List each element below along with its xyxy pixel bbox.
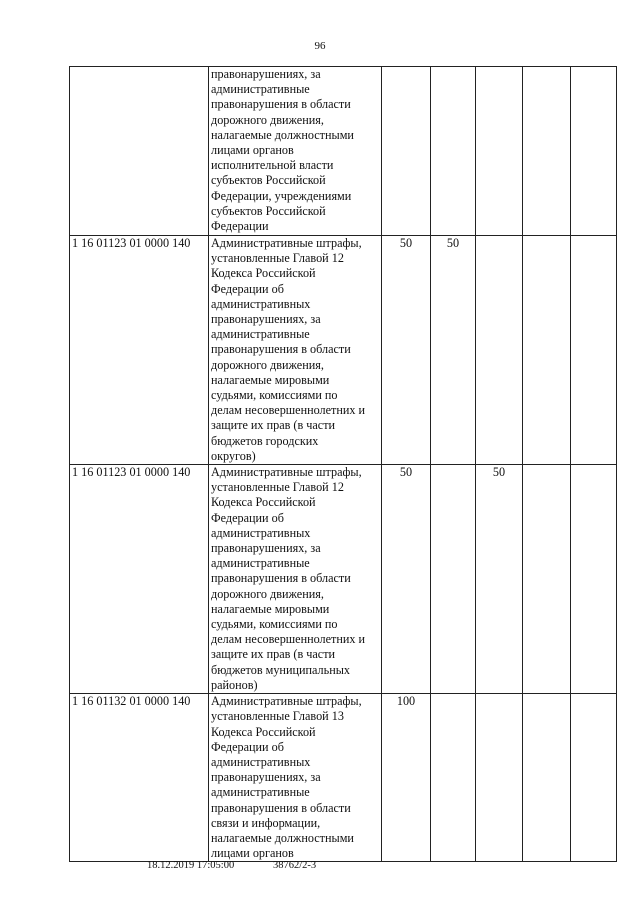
- footer-doc-id: 38762/2-3: [273, 860, 317, 871]
- value-cell: 50: [476, 465, 523, 694]
- value-cell: [523, 694, 571, 862]
- description-cell: Административные штрафы, установленные Главой 12 Кодекса Российской Федерации об административных правонарушениях, за административные правонарушения в области дорожного движения, налагаемые мировыми судьями, комиссиями по делам несовершеннолетних и защите их прав (в части бюджетов городских округов): [209, 236, 382, 465]
- description-cell: Административные штрафы, установленные Главой 13 Кодекса Российской Федерации об административных правонарушениях, за административные правонарушения в области связи и информации, налагаемые должностными лицами органов: [209, 694, 382, 862]
- code-cell: [70, 67, 209, 236]
- table-row: [70, 694, 617, 862]
- footer-timestamp: 18.12.2019 17:05:00: [147, 860, 235, 871]
- value-cell: [476, 694, 523, 862]
- value-cell: 100: [382, 694, 431, 862]
- value-cell: [431, 465, 476, 694]
- value-cell: [476, 236, 523, 465]
- table-row: [70, 67, 617, 236]
- value-cell: [431, 67, 476, 236]
- table-row: [70, 465, 617, 694]
- value-cell: [382, 67, 431, 236]
- value-cell: [571, 67, 617, 236]
- value-cell: [476, 67, 523, 236]
- value-cell: [523, 67, 571, 236]
- table-row: [70, 236, 617, 465]
- value-cell: 50: [382, 465, 431, 694]
- description-cell: Административные штрафы, установленные Главой 12 Кодекса Российской Федерации об административных правонарушениях, за административные правонарушения в области дорожного движения, налагаемые мировыми судьями, комиссиями по делам несовершеннолетних и защите их прав (в части бюджетов муниципальных районов): [209, 465, 382, 694]
- description-cell: правонарушениях, за административные правонарушения в области дорожного движения, налагаемые должностными лицами органов исполнительной власти субъектов Российской Федерации, учреждениями субъектов Российской Федерации: [209, 67, 382, 236]
- code-cell: 1 16 01123 01 0000 140: [70, 465, 209, 694]
- code-cell: 1 16 01123 01 0000 140: [70, 236, 209, 465]
- value-cell: [523, 236, 571, 465]
- value-cell: 50: [431, 236, 476, 465]
- budget-table: [69, 66, 617, 862]
- page-number: 96: [314, 40, 326, 52]
- value-cell: 50: [382, 236, 431, 465]
- value-cell: [523, 465, 571, 694]
- code-cell: 1 16 01132 01 0000 140: [70, 694, 209, 862]
- value-cell: [571, 694, 617, 862]
- value-cell: [571, 465, 617, 694]
- value-cell: [431, 694, 476, 862]
- value-cell: [571, 236, 617, 465]
